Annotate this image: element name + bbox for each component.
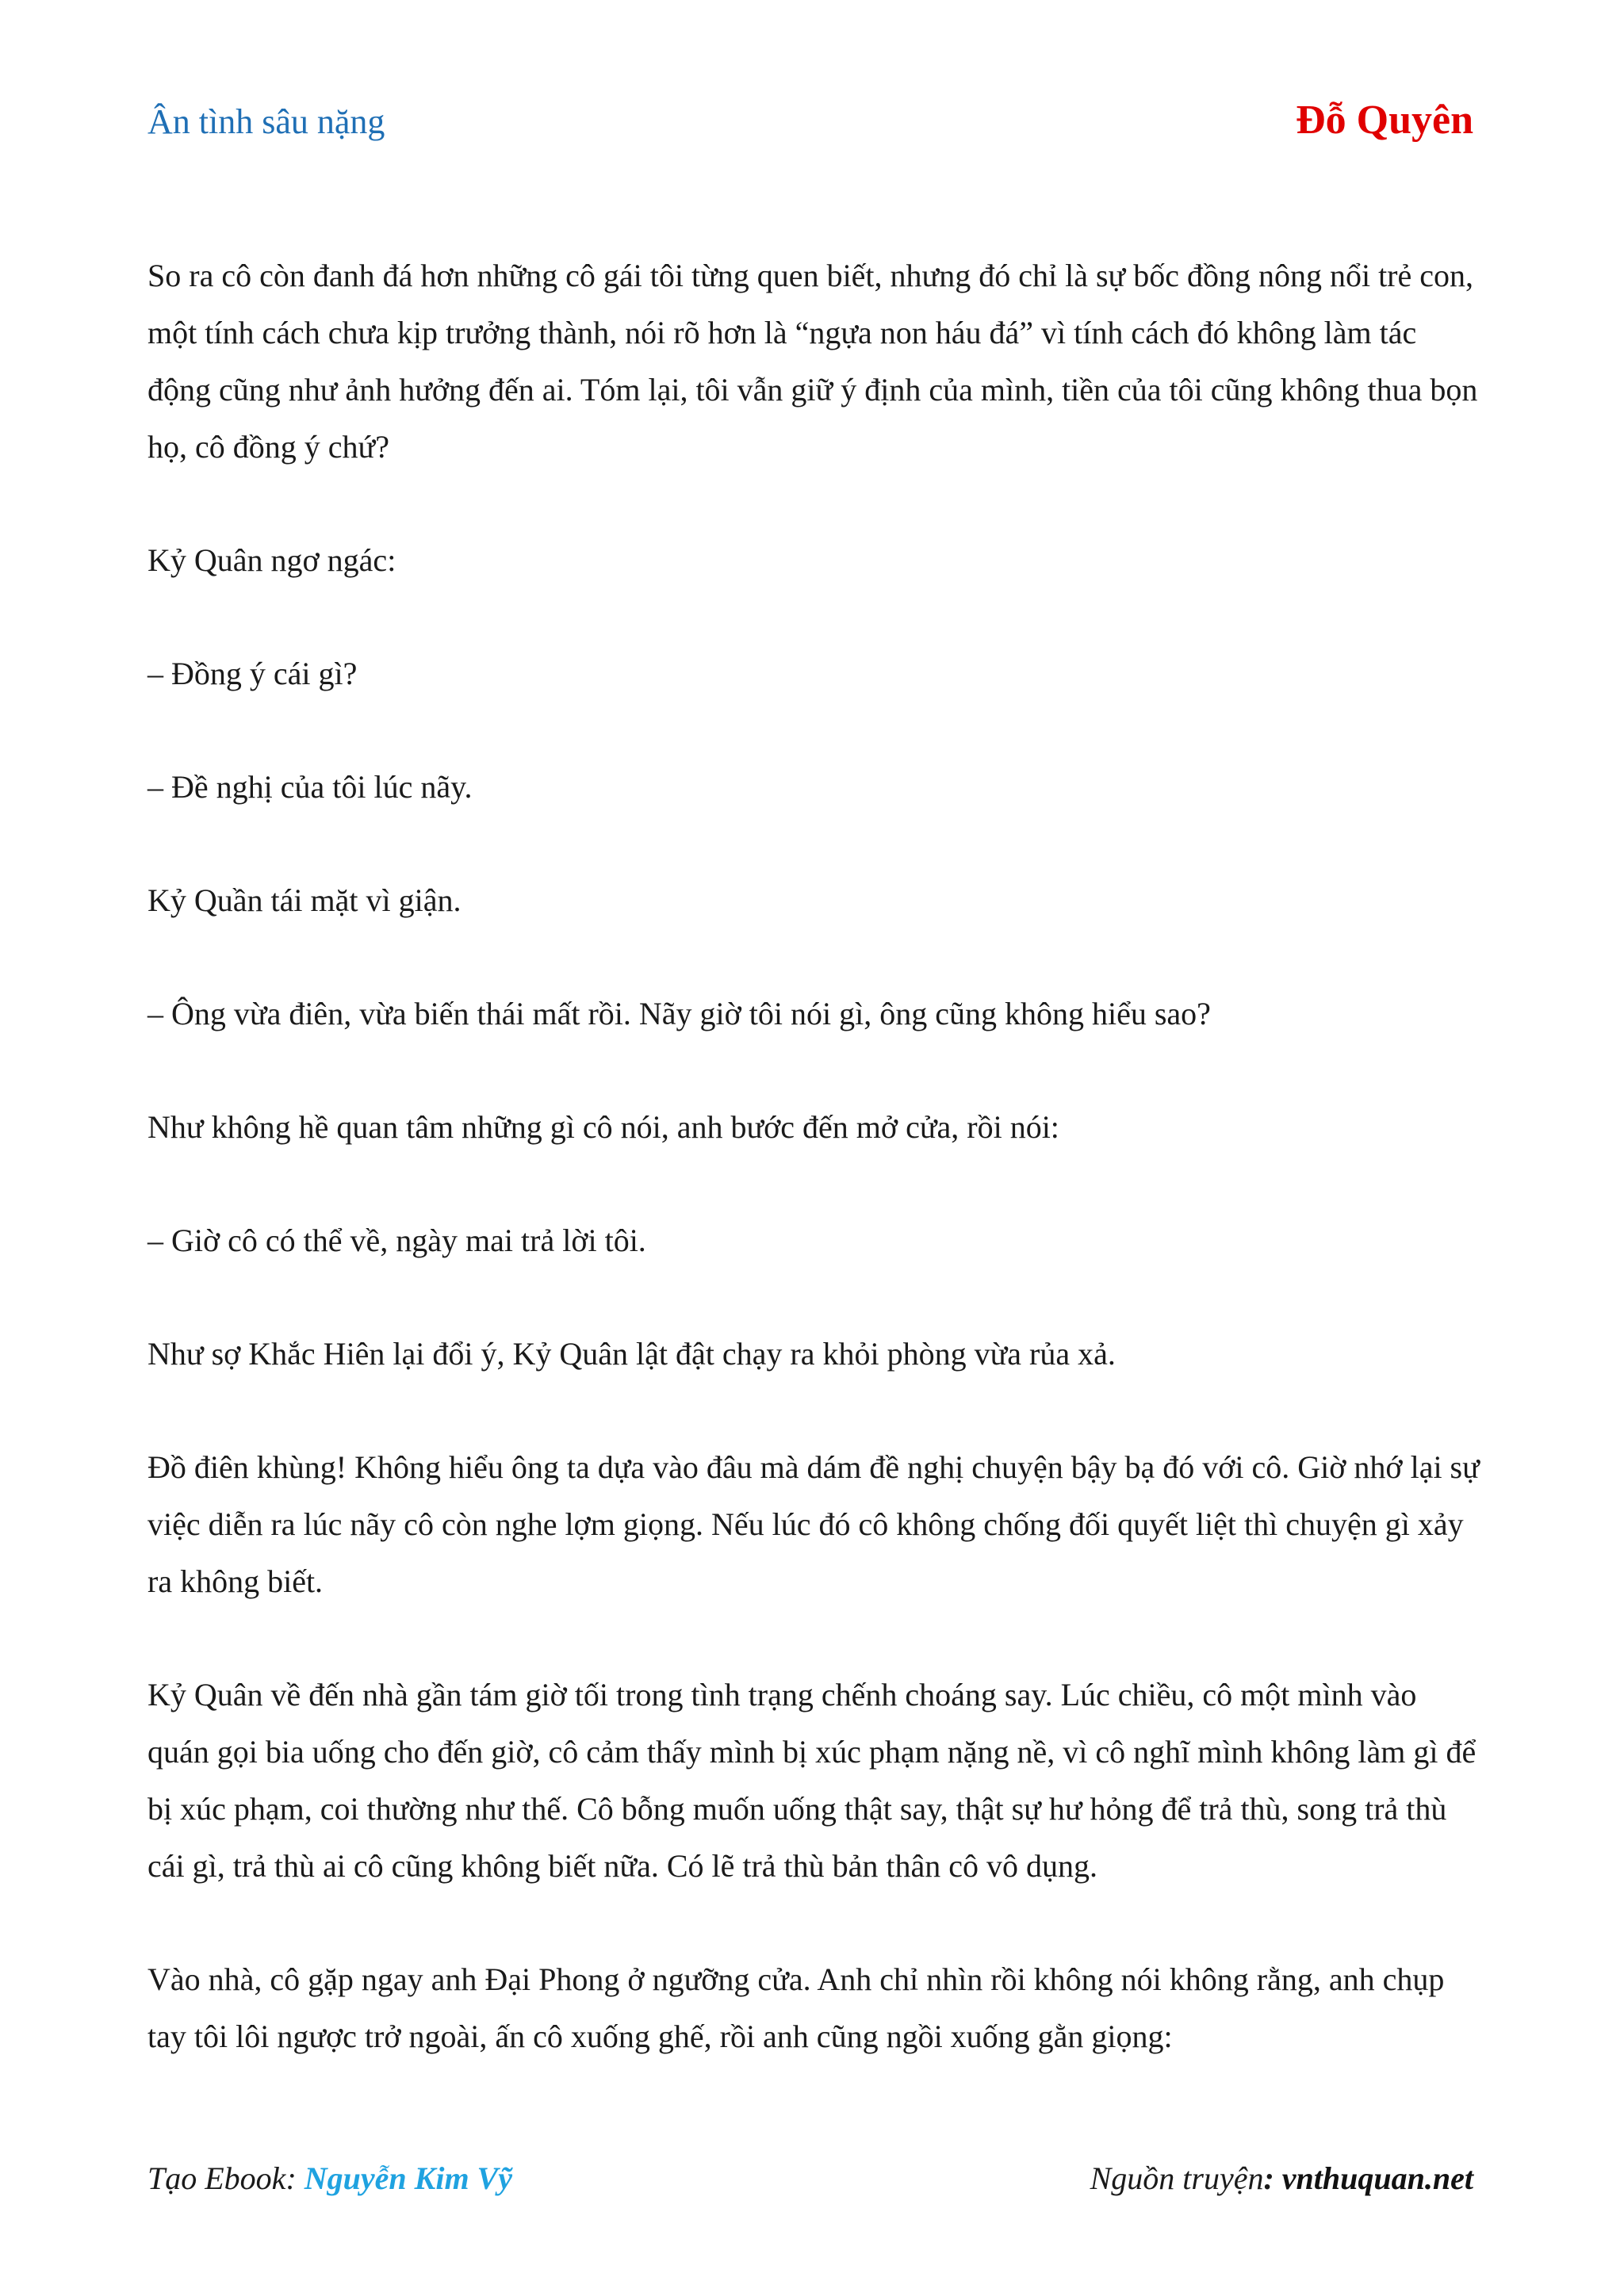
paragraph: – Ông vừa điên, vừa biến thái mất rồi. Nãy giờ tôi nói gì, ông cũng không hiểu sao? — [147, 996, 1211, 1031]
source-site-name: vnthuquan.net — [1281, 2160, 1473, 2196]
ebook-credit-colon: : — [285, 2160, 297, 2196]
source-credit — [1090, 2160, 1473, 2197]
paragraph: Kỷ Quân ngơ ngác: — [147, 542, 396, 578]
ebook-credit-label: Tạo Ebook — [147, 2160, 286, 2196]
paragraph: Như không hề quan tâm những gì cô nói, anh bước đến mở cửa, rồi nói: — [147, 1109, 1059, 1145]
source-credit-colon: : — [1263, 2160, 1274, 2196]
paragraph: – Đồng ý cái gì? — [147, 656, 358, 691]
ebook-maker-name: Nguyễn Kim Vỹ — [304, 2160, 512, 2196]
paragraph: – Đề nghị của tôi lúc nãy. — [147, 769, 473, 805]
paragraph: Kỷ Quân về đến nhà gần tám giờ tối trong tình trạng chếnh choáng say. Lúc chiều, cô một mình vào quán gọi bia uống cho đến giờ, cô cảm thấy mình bị xúc phạm nặng nề, vì cô nghĩ mình không làm gì để bị xúc phạm, coi thường như thế. Cô bỗng muốn uống thật say, thật sự hư hỏng để trả thù, song trả thù cái gì, trả thù ai cô cũng không biết nữa. Có lẽ trả thù bản thân cô vô dụng. — [147, 1677, 1477, 1884]
paragraph: – Giờ cô có thể về, ngày mai trả lời tôi. — [147, 1223, 646, 1258]
book-title: Ân tình sâu nặng — [147, 102, 385, 141]
ebook-credit — [147, 2160, 512, 2197]
paragraph: Vào nhà, cô gặp ngay anh Đại Phong ở ngưỡng cửa. Anh chỉ nhìn rồi không nói không rằng, anh chụp tay tôi lôi ngược trở ngoài, ấn cô xuống ghế, rồi anh cũng ngồi xuống gằn giọng: — [147, 1961, 1445, 2054]
paragraph: Đồ điên khùng! Không hiểu ông ta dựa vào đâu mà dám đề nghị chuyện bậy bạ đó với cô. Giờ nhớ lại sự việc diễn ra lúc nãy cô còn nghe lợm giọng. Nếu lúc đó cô không chống đối quyết liệt thì chuyện gì xảy ra không biết. — [147, 1449, 1480, 1599]
paragraph: Kỷ Quần tái mặt vì giận. — [147, 882, 462, 918]
paragraph: So ra cô còn đanh đá hơn những cô gái tôi từng quen biết, nhưng đó chỉ là sự bốc đồng nông nổi trẻ con, một tính cách chưa kịp trưởng thành, nói rõ hơn là “ngựa non háu đá” vì tính cách đó không làm tác động cũng như ảnh hưởng đến ai. Tóm lại, tôi vẫn giữ ý định của mình, tiền của tôi cũng không thua bọn họ, cô đồng ý chứ? — [147, 258, 1478, 465]
author-name: Đỗ Quyên — [1296, 98, 1473, 143]
paragraph: Như sợ Khắc Hiên lại đổi ý, Kỷ Quân lật đật chạy ra khỏi phòng vừa rủa xả. — [147, 1336, 1116, 1372]
body-text — [147, 247, 1480, 2122]
source-credit-label: Nguồn truyện — [1090, 2160, 1264, 2196]
